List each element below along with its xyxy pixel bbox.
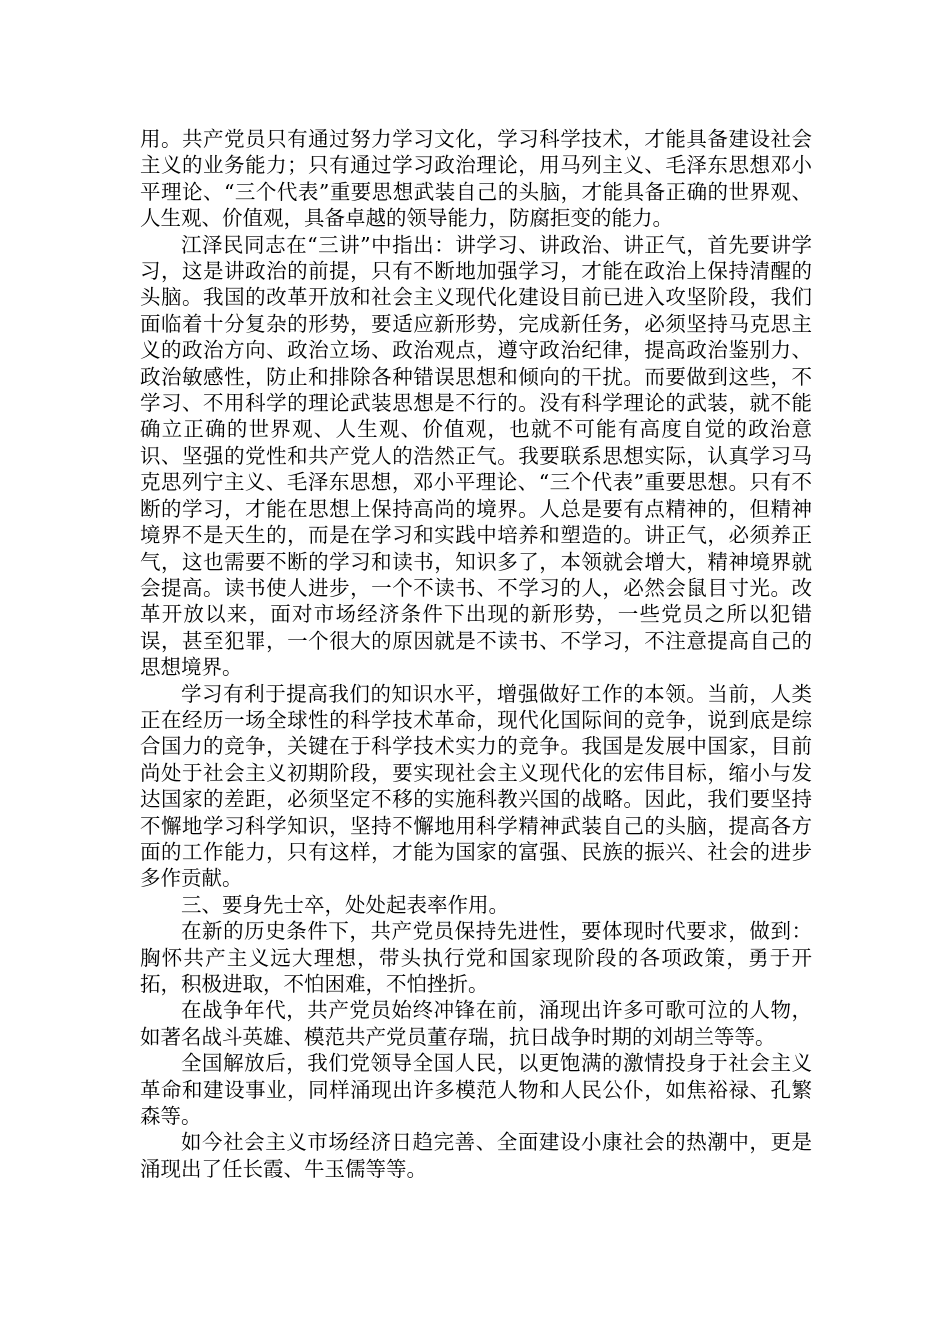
section-heading-three: 三、要身先士卒，处处起表率作用。 bbox=[181, 892, 509, 917]
paragraph-continuation: 用。共产党员只有通过努力学习文化，学习科学技术，才能具备建设社会主义的业务能力；只有通过学习政治理论，用马列主义、毛泽东思想邓小平理论、“三个代表”重要思想武装自己的头脑，才能具备正确的世界观、人生观、价值观，具备卓越的领导能力，防腐拒变的能力。 bbox=[140, 127, 812, 231]
paragraph-war-years: 在战争年代，共产党员始终冲锋在前，涌现出许多可歌可泣的人物，如著名战斗英雄、模范共产党员董存瑞，抗日战争时期的刘胡兰等等。 bbox=[140, 998, 812, 1049]
paragraph-three-stresses: 江泽民同志在“三讲”中指出：讲学习、讲政治、讲正气，首先要讲学习，这是讲政治的前提，只有不断地加强学习，才能在政治上保持清醒的头脑。我国的改革开放和社会主义现代化建设目前已进入攻坚阶段，我们面临着十分复杂的形势，要适应新形势，完成新任务，必须坚持马克思主义的政治方向、政治立场、政治观点，遵守政治纪律，提高政治鉴别力、政治敏感性，防止和排除各种错误思想和倾向的干扰。而要做到这些，不学习、不用科学的理论武装思想是不行的。没有科学理论的武装，就不能确立正确的世界观、人生观、价值观，也就不可能有高度自觉的政治意识、坚强的党性和共产党人的浩然正气。我要联系思想实际，认真学习马克思列宁主义、毛泽东思想，邓小平理论、“三个代表”重要思想。只有不断的学习，才能在思想上保持高尚的境界。人总是要有点精神的，但精神境界不是天生的，而是在学习和实践中培养和塑造的。讲正气，必须养正气，这也需要不断的学习和读书，知识多了，本领就会增大，精神境界就会提高。读书使人进步，一个不读书、不学习的人，必然会鼠目寸光。改革开放以来，面对市场经济条件下出现的新形势，一些党员之所以犯错误，甚至犯罪，一个很大的原因就是不读书、不学习，不注意提高自己的思想境界。 bbox=[140, 232, 812, 680]
paragraph-new-conditions: 在新的历史条件下，共产党员保持先进性，要体现时代要求，做到：胸怀共产主义远大理想，带头执行党和国家现阶段的各项政策，勇于开拓，积极进取，不怕困难，不怕挫折。 bbox=[140, 919, 812, 996]
paragraph-liberation: 全国解放后，我们党领导全国人民，以更饱满的激情投身于社会主义革命和建设事业，同样涌现出许多模范人物和人民公仆，如焦裕禄、孔繁森等。 bbox=[140, 1051, 812, 1129]
paragraph-knowledge: 学习有利于提高我们的知识水平，增强做好工作的本领。当前，人类正在经历一场全球性的科学技术革命，现代化国际间的竞争，说到底是综合国力的竞争，关键在于科学技术实力的竞争。我国是发展中国家，目前尚处于社会主义初期阶段，要实现社会主义现代化的宏伟目标，缩小与发达国家的差距，必须坚定不移的实施科教兴国的战略。因此，我们要坚持不懈地学习科学知识，坚持不懈地用科学精神武装自己的头脑，提高各方面的工作能力，只有这样，才能为国家的富强、民族的振兴、社会的进步多作贡献。 bbox=[140, 681, 812, 891]
document-page bbox=[140, 126, 812, 1182]
paragraph-today: 如今社会主义市场经济日趋完善、全面建设小康社会的热潮中，更是涌现出了任长霞、牛玉儒等等。 bbox=[140, 1130, 812, 1181]
